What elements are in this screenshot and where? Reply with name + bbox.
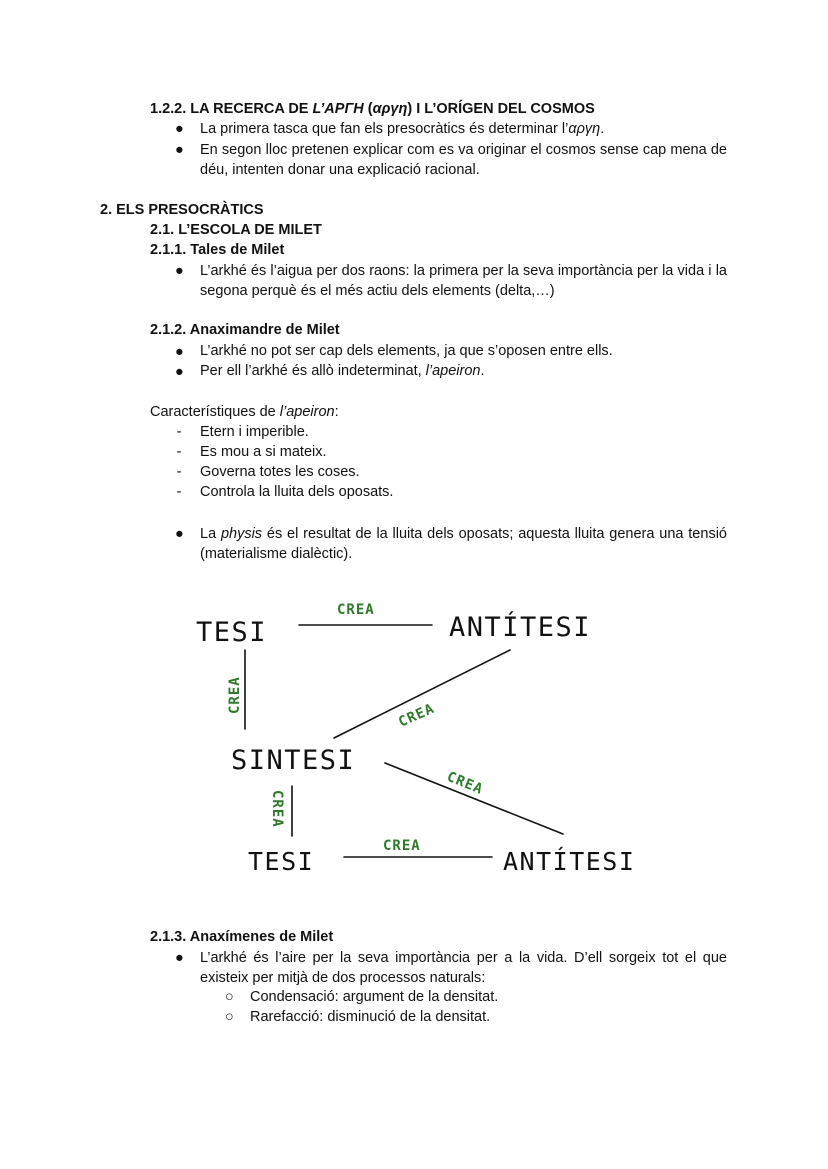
antitesi-bottom-label: ANTÍTESI — [503, 847, 636, 876]
dash-icon: - — [176, 484, 182, 500]
crea-label: CREA — [337, 602, 375, 618]
bullet-icon: ● — [175, 344, 184, 360]
bullet-icon: ● — [175, 526, 184, 542]
bullet-text: L’arkhé és l’aigua per dos raons: la primera per la seva importància per la vida i la segona perquè és el més actiu dels elements (delta,…) — [200, 263, 727, 299]
italic-text: physis — [220, 526, 263, 542]
dash-icon: - — [176, 464, 182, 480]
section-heading-1-2-2 — [150, 101, 595, 117]
section-heading-2-1-2: 2.1.2. Anaximandre de Milet — [150, 322, 340, 338]
bullet-icon: ● — [175, 950, 184, 966]
bullet-icon: ● — [175, 263, 184, 279]
heading-greek-italic: L’ΑΡΓΗ — [312, 101, 364, 117]
section-heading-2: 2. ELS PRESOCRÀTICS — [100, 202, 264, 218]
italic-text: αργη — [568, 121, 601, 137]
italic-text: l’apeiron — [425, 363, 481, 379]
crea-label: CREA — [227, 676, 243, 714]
tesi-bottom-label: TESI — [248, 847, 315, 876]
heading-greek-italic: αργη — [372, 101, 408, 117]
text: Per ell l’arkhé és allò indeterminat, — [200, 363, 426, 379]
section-heading-2-1: 2.1. L’ESCOLA DE MILET — [150, 222, 322, 238]
dash-icon: - — [176, 444, 182, 460]
dash-icon: - — [176, 424, 182, 440]
heading-text: ) I L’ORÍGEN DEL COSMOS — [407, 101, 595, 117]
list-item: Governa totes les coses. — [200, 464, 360, 480]
characteristics-label — [150, 404, 339, 420]
crea-label: CREA — [383, 838, 421, 854]
bullet-text — [200, 524, 727, 564]
text: és el resultat de la lluita dels oposats; aquesta lluita genera una tensió (materialisme dialèctic). — [200, 526, 727, 562]
bullet-icon: ● — [175, 142, 184, 158]
bullet-text: L’arkhé és l’aire per la seva importància per a la vida. D’ell sorgeix tot el que existeix per mitjà de dos processos naturals: — [200, 950, 727, 986]
heading-text: ( — [363, 101, 373, 117]
antitesi-top-label: ANTÍTESI — [449, 612, 592, 643]
text: La — [200, 526, 221, 542]
crea-label: CREA — [396, 700, 438, 731]
bullet-text — [200, 363, 485, 379]
sub-list-item: Condensació: argument de la densitat. — [250, 989, 499, 1005]
circle-bullet-icon: ○ — [225, 1009, 234, 1025]
text: . — [600, 121, 605, 137]
list-item: Etern i imperible. — [200, 424, 309, 440]
tesi-top-label: TESI — [196, 617, 268, 648]
section-heading-2-1-3: 2.1.3. Anaxímenes de Milet — [150, 929, 334, 945]
bullet-icon: ● — [175, 364, 184, 380]
connector-line — [385, 763, 563, 834]
text: . — [480, 363, 485, 379]
italic-text: l’apeiron — [279, 404, 335, 420]
bullet-text — [200, 121, 604, 137]
connector-line — [334, 650, 510, 738]
crea-label: CREA — [444, 768, 486, 798]
text: : — [334, 404, 339, 420]
text: La primera tasca que fan els presocràtics és determinar l’ — [200, 121, 569, 137]
bullet-text: En segon lloc pretenen explicar com es va originar el cosmos sense cap mena de déu, intenten donar una explicació racional. — [200, 142, 727, 178]
sub-list-item: Rarefacció: disminució de la densitat. — [250, 1009, 491, 1025]
bullet-icon: ● — [175, 121, 184, 137]
heading-text: 1.2.2. LA RECERCA DE — [150, 101, 313, 117]
bullet-text: L’arkhé no pot ser cap dels elements, ja que s’oposen entre ells. — [200, 343, 613, 359]
crea-label: CREA — [269, 790, 285, 828]
sintesi-label: SINTESI — [231, 745, 356, 776]
list-item: Controla la lluita dels oposats. — [200, 484, 394, 500]
list-item: Es mou a si mateix. — [200, 444, 327, 460]
circle-bullet-icon: ○ — [225, 989, 234, 1005]
section-heading-2-1-1: 2.1.1. Tales de Milet — [150, 242, 285, 258]
text: Característiques de — [150, 404, 280, 420]
